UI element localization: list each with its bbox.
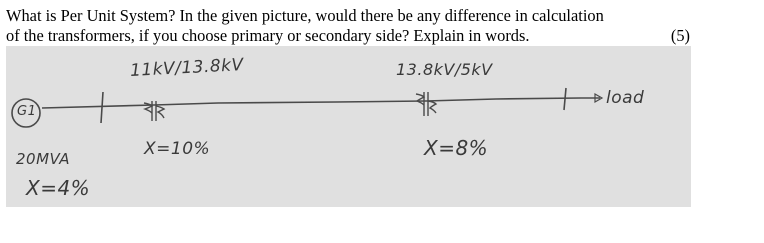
question-marks: (5): [670, 26, 690, 45]
bus-bar-1: [101, 92, 103, 123]
question-line-2: of the transformers, if you choose primary or secondary side? Explain in words.: [6, 26, 530, 45]
bus-bar-2: [564, 88, 566, 110]
generator-rating: 20MVA: [16, 150, 71, 168]
transformer-1-reactance: X=10%: [144, 139, 211, 159]
question-text: [6, 6, 696, 46]
circuit-photo: [6, 46, 691, 207]
generator-reactance: X=4%: [26, 176, 91, 200]
transformer-2-symbol: [416, 92, 436, 116]
question-line-1: What is Per Unit System? In the given picture, would there be any difference in calculation: [6, 6, 604, 25]
bus-line: [42, 98, 581, 108]
generator-label: G1: [17, 104, 37, 119]
transformer-2-reactance: X=8%: [424, 136, 489, 160]
load-label: load: [606, 88, 645, 108]
transformer-2-rating: 13.8kV/5kV: [396, 60, 493, 79]
single-line-diagram: [6, 46, 691, 207]
transformer-1-rating: 11kV/13.8kV: [129, 55, 245, 81]
